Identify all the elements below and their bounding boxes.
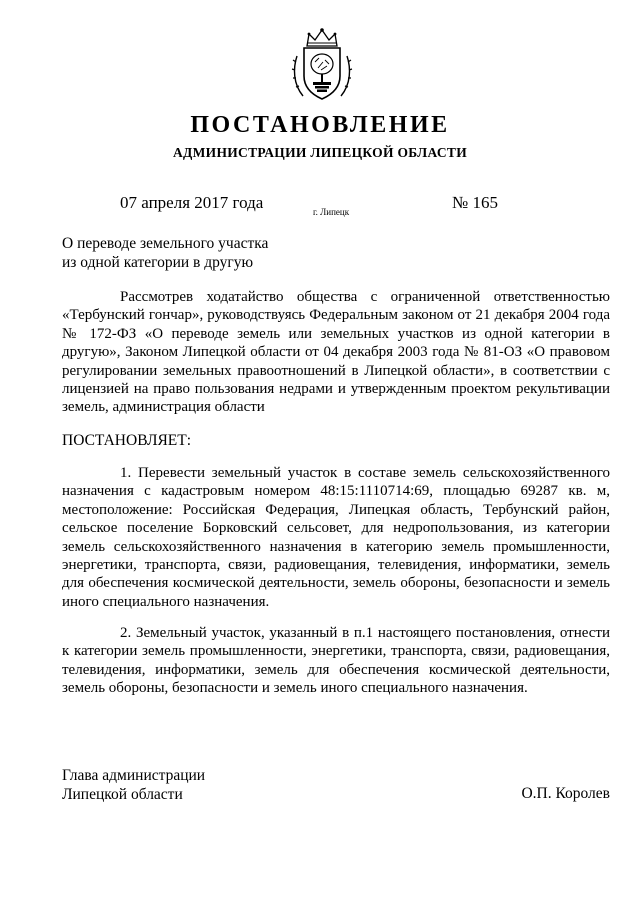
document-subject — [62, 234, 268, 272]
decree-heading: ПОСТАНОВЛЯЕТ: — [62, 432, 192, 449]
item-2-paragraph: 2. Земельный участок, указанный в п.1 настоящего постановления, отнести к категории земель промышленности, энергетики, транспорта, связи, радиовещания, телевидения, информатики, земель для обеспечения космической деятельности, земель обороны, безопасности и земель иного специального назначения. — [62, 625, 610, 697]
item-1-paragraph: 1. Перевести земельный участок в составе земель сельскохозяйственного назначения с кадастровым номером 48:15:1110714:69, площадью 69287 кв. м, местоположение: Российская Федерация, Липецкая область, Тербунский район, сельское поселение Борковский сельсовет, для недропользования, из категории земель сельскохозяйственного назначения в категорию земель промышленности, энергетики, транспорта, связи, радиовещания, телевидения, информатики, земель для обеспечения космической деятельности, земель обороны, безопасности и земель иного специального назначения. — [62, 465, 610, 610]
preamble-paragraph: Рассмотрев ходатайство общества с ограниченной ответственностью «Тербунский гончар», руководствуясь Федеральным законом от 21 декабря 2004 года № 172-ФЗ «О переводе земель или земельных участков из одной категории в другую», Законом Липецкой области от 04 декабря 2003 года № 81-ОЗ «О правовом регулировании земельных правоотношений в Липецкой области», в соответствии с лицензией на право пользования недрами и утвержденным проектом рекультивации земель, администрация области — [62, 289, 610, 416]
document-date: 07 апреля 2017 года — [120, 193, 264, 212]
subject-line-1: О переводе земельного участка — [62, 235, 269, 252]
coat-of-arms-icon — [291, 26, 353, 104]
signatory-position-line-2: Липецкой области — [62, 786, 183, 803]
document-city: г. Липецк — [313, 207, 350, 217]
subject-line-2: из одной категории в другую — [62, 254, 254, 271]
document-title: ПОСТАНОВЛЕНИЕ — [190, 112, 450, 138]
signatory-name: О.П. Королев — [521, 785, 610, 802]
document-number: № 165 — [452, 193, 498, 212]
signatory-position-line-1: Глава администрации — [62, 767, 206, 784]
document-subtitle: АДМИНИСТРАЦИИ ЛИПЕЦКОЙ ОБЛАСТИ — [172, 145, 468, 160]
signatory-position — [62, 766, 205, 804]
